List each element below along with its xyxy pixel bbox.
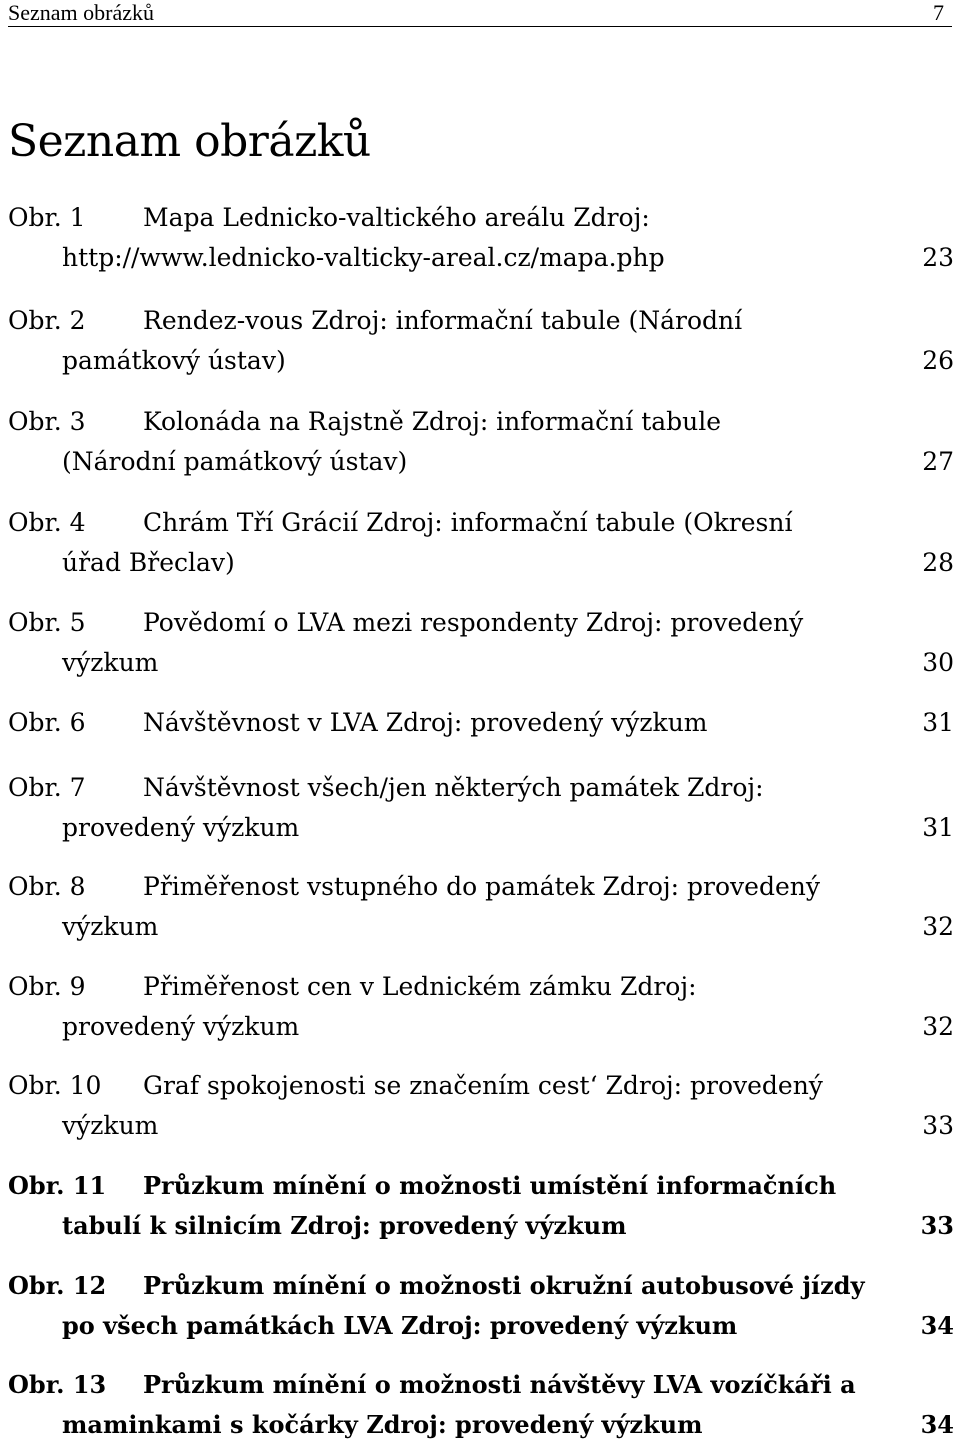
figure-caption-line1: Návštěvnost všech/jen některých památek Zdroj: — [143, 773, 764, 802]
running-header — [8, 0, 952, 27]
figure-caption-line1: Přiměřenost vstupného do památek Zdroj: provedený — [143, 872, 820, 901]
figure-page-number: 28 — [922, 548, 954, 577]
figure-caption-line2: památkový ústav) — [62, 346, 286, 375]
figure-label: Obr. 9 — [8, 972, 86, 1001]
figure-page-number: 31 — [922, 708, 954, 737]
figure-label: Obr. 12 — [8, 1271, 107, 1300]
figure-page-number: 26 — [922, 346, 954, 375]
figure-caption-line1: Chrám Tří Grácií Zdroj: informační tabule (Okresní — [143, 508, 793, 537]
figure-caption-line1: Rendez-vous Zdroj: informační tabule (Národní — [143, 306, 743, 335]
figure-caption-line2: po všech památkách LVA Zdroj: provedený výzkum — [62, 1311, 738, 1340]
figure-caption-line1: Návštěvnost v LVA Zdroj: provedený výzkum — [143, 708, 708, 737]
figure-page-number: 27 — [922, 447, 954, 476]
figure-label: Obr. 4 — [8, 508, 86, 537]
figure-page-number: 33 — [922, 1111, 954, 1140]
figure-page-number: 31 — [922, 813, 954, 842]
figure-caption-line2: výzkum — [62, 912, 159, 941]
figure-label: Obr. 13 — [8, 1370, 107, 1399]
figure-caption-line2: provedený výzkum — [62, 1012, 300, 1041]
figure-caption-line2: maminkami s kočárky Zdroj: provedený výzkum — [62, 1410, 703, 1439]
figure-page-number: 30 — [922, 648, 954, 677]
figure-label: Obr. 7 — [8, 773, 86, 802]
figure-page-number: 32 — [922, 912, 954, 941]
figure-caption-line2: tabulí k silnicím Zdroj: provedený výzkum — [62, 1211, 627, 1240]
figure-label: Obr. 1 — [8, 203, 86, 232]
figure-caption-line1: Kolonáda na Rajstně Zdroj: informační tabule — [143, 407, 722, 436]
figure-page-number: 23 — [922, 243, 954, 272]
figure-label: Obr. 2 — [8, 306, 86, 335]
figure-caption-line2: http://www.lednicko-valticky-areal.cz/mapa.php — [62, 243, 665, 272]
figure-label: Obr. 8 — [8, 872, 86, 901]
figure-caption-line2: úřad Břeclav) — [62, 548, 235, 577]
figure-caption-line2: výzkum — [62, 648, 159, 677]
figure-caption-line1: Průzkum mínění o možnosti umístění informačních — [143, 1171, 837, 1200]
figure-label: Obr. 6 — [8, 708, 86, 737]
running-header-title: Seznam obrázků — [8, 0, 154, 25]
figure-label: Obr. 5 — [8, 608, 86, 637]
figure-caption-line2: (Národní památkový ústav) — [62, 447, 408, 476]
figure-caption-line1: Graf spokojenosti se značením cest‘ Zdroj: provedený — [143, 1071, 823, 1100]
figure-label: Obr. 11 — [8, 1171, 107, 1200]
figure-caption-line1: Průzkum mínění o možnosti návštěvy LVA vozíčkáři a — [143, 1370, 856, 1399]
figure-label: Obr. 10 — [8, 1071, 102, 1100]
figure-page-number: 34 — [920, 1311, 954, 1340]
figure-page-number: 32 — [922, 1012, 954, 1041]
figure-label: Obr. 3 — [8, 407, 86, 436]
figure-caption-line2: výzkum — [62, 1111, 159, 1140]
figure-caption-line2: provedený výzkum — [62, 813, 300, 842]
figure-page-number: 34 — [920, 1410, 954, 1439]
figure-caption-line1: Mapa Lednicko-valtického areálu Zdroj: — [143, 203, 650, 232]
figure-page-number: 33 — [920, 1211, 954, 1240]
figure-caption-line1: Průzkum mínění o možnosti okružní autobusové jízdy — [143, 1271, 865, 1300]
page-title: Seznam obrázků — [8, 116, 371, 167]
figure-caption-line1: Přiměřenost cen v Lednickém zámku Zdroj: — [143, 972, 697, 1001]
figure-caption-line1: Povědomí o LVA mezi respondenty Zdroj: provedený — [143, 608, 804, 637]
page-number: 7 — [933, 0, 944, 25]
